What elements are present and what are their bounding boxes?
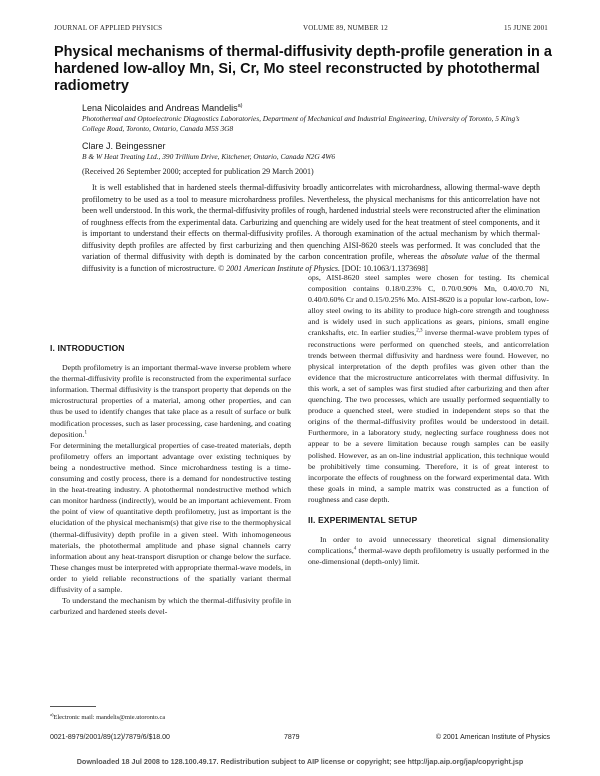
- intro-paragraph-2-continued: ops, AISI-8620 steel samples were chosen for testing. Its chemical composition contains 0.18/0.23% C, 0.70/0.90% Mn, 0.40/0.70 Ni, 0.40/0.60% Cr and 0.15/0.25% Mo. AISI-8620 is a popular low-carbon, low-alloy steel owing to its ability to produce high-core strength and toughness and is widely used in such applications as gears, pinions, small engine crankshafts, etc. In earlier studies,$^{2,3}$ inverse thermal-wave problem types of reconstructions were performed on quenched steels, and anticorrelation trends between thermal diffusivity and hardness were found. However, no physical interpretation of the depth profiles was given other than the evidence that the microstructure anticorrelates with thermal diffusivity. In this work, a set of samples was first studied after carburizing and then after quenching. The two processes, which are usually performed sequentially to produce a quenched steel, were studied in independent steps so that the origins of the thermal-diffusivity profiles would be understood in detail. Furthermore, in a laboratory study, neglecting surface roughness does not appear to be a severe limitation because rough samples can be easily polished. However, as an on-line industrial application, this technique would be prohibitively time consuming. Therefore, it is of great interest to incorporate the effects of roughness on the forward experimental data. With these goals in mind, a sample matrix was constructed as a function of roughness and case depth.: [308, 273, 549, 504]
- footnote-marker: a): [237, 103, 243, 109]
- abstract-copyright: © 2001 American Institute of Physics.: [218, 263, 340, 273]
- experimental-paragraph-1: In order to avoid unnecessary theoretical signal dimensionality complications,$^4$ thermal-wave depth profilometry is usually performed in the one-dimensional (depth-only) limit.: [308, 535, 549, 567]
- abstract-body: It is well established that in hardened steels thermal-diffusivity broadly anticorrelates with microhardness, allowing thermal-wave depth profilometry to be used as a tool to measure microhardness profiles. Nevertheless, the physical mechanisms for this anticorrelation have not been well understood. In this work, the thermal-diffusivity profiles of rough, hardened industrial steels were reconstructed after the elimination of roughness effects from the experimental data. Carburizing and quenching are widely used for the heat treatment of steel components, and it is important to understand their effects on thermal-diffusivity profiles. A thorough examination of the actual mechanism by which thermal-diffusivity depth profiles are affected by first carburizing and then quenching AISI-8620 steels was performed. It was concluded that the variation of thermal diffusivity with depth is dominated by the carbon concentration profile, whereas the: [82, 183, 540, 262]
- right-column: [308, 272, 549, 567]
- intro-paragraph-1: Depth profilometry is an important thermal-wave inverse problem where the thermal-diffusivity profile is reconstructed from the experimental surface information. Thermal diffusivity is the transport property that depends on the microstructural properties of a material, among other properties, and can thus be used to identify changes that take place as a result of surface or bulk modification processes, such as laser processing, case hardening, and coating deposition.$^1$: [50, 363, 291, 439]
- intro-paragraph-1b: For determining the metallurgical properties of case-treated materials, depth profilometry offers an important advantage over existing techniques by being a nondestructive method. Since microhardness testing is a time-consuming and costly process, there is a demand for nondestructive testing in the heat-treating industry. A photothermal nondestructive method which can monitor hardness (indirectly), would be an important achievement. From the point of view of quantitative depth profilometry, just as important is the elucidation of the physical mechanism(s) that give rise to the thermophysical (thermal-diffusivity) depth profile in a given steel. With inhomogeneous materials, the photothermal amplitude and phase signal channels carry information about any heat-transport disruption or change below the surface. These changes must be interpreted with appropriate thermal-wave models, in order to yield reliable reconstructions of the spatially variant thermal diffusivity of a sample.: [50, 440, 291, 594]
- footnote-marker: a): [50, 712, 54, 717]
- affiliation-secondary: B & W Heat Treating Ltd., 390 Trillium Drive, Kitchener, Ontario, Canada N2G 4W6: [82, 152, 336, 161]
- citation: 4: [353, 546, 357, 552]
- authors-secondary: Clare J. Beingessner: [82, 141, 166, 151]
- issue-date: 15 JUNE 2001: [503, 24, 548, 32]
- abstract: [82, 182, 540, 274]
- doi: [DOI: 10.1063/1.1373698]: [341, 263, 428, 273]
- section-heading-introduction: I. INTRODUCTION: [50, 343, 125, 353]
- download-notice: Downloaded 18 Jul 2008 to 128.100.49.17. Redistribution subject to AIP license or copyright; see http://jap.aip.org/jap/copyright.jsp: [76, 757, 524, 766]
- citation: 2,3: [416, 328, 423, 334]
- authors-primary: [82, 103, 243, 113]
- footnote-text: Electronic mail: mandelis@mie.utoronto.ca: [53, 714, 166, 722]
- footnote: [50, 712, 165, 721]
- volume-number: VOLUME 89, NUMBER 12: [303, 24, 388, 32]
- left-column: [50, 343, 291, 617]
- journal-name: JOURNAL OF APPLIED PHYSICS: [54, 24, 163, 32]
- section-heading-experimental: II. EXPERIMENTAL SETUP: [308, 514, 418, 525]
- received-dates: (Received 26 September 2000; accepted for publication 29 March 2001): [82, 167, 314, 176]
- citation: 1: [84, 430, 87, 436]
- affiliation-primary: Photothermal and Optoelectronic Diagnostics Laboratories, Department of Mechanical and Industrial Engineering, University of Toronto, 5 King’s College Road, Toronto, Ontario, Canada M5S 3G8: [82, 114, 520, 133]
- publisher-copyright: © 2001 American Institute of Physics: [435, 734, 550, 741]
- footnote-rule: [50, 706, 96, 707]
- author-names: Lena Nicolaides and Andreas Mandelis: [82, 103, 238, 113]
- page-footer: [50, 734, 550, 744]
- abstract-emphasis: absolute value: [440, 252, 489, 262]
- page-number: 7879: [284, 734, 300, 741]
- running-header: [54, 24, 548, 34]
- issn-code: 0021-8979/2001/89(12)/7879/6/$18.00: [50, 734, 170, 741]
- intro-paragraph-2: To understand the mechanism by which the thermal-diffusivity profile in carburized and hardened steels devel-: [50, 596, 291, 617]
- article-title: Physical mechanisms of thermal-diffusivity depth-profile generation in a hardened low-alloy Mn, Si, Cr, Mo steel reconstructed by photothermal radiometry: [54, 44, 552, 94]
- abstract-tail: of the thermal diffusivity is a function of microstructure.: [82, 252, 540, 273]
